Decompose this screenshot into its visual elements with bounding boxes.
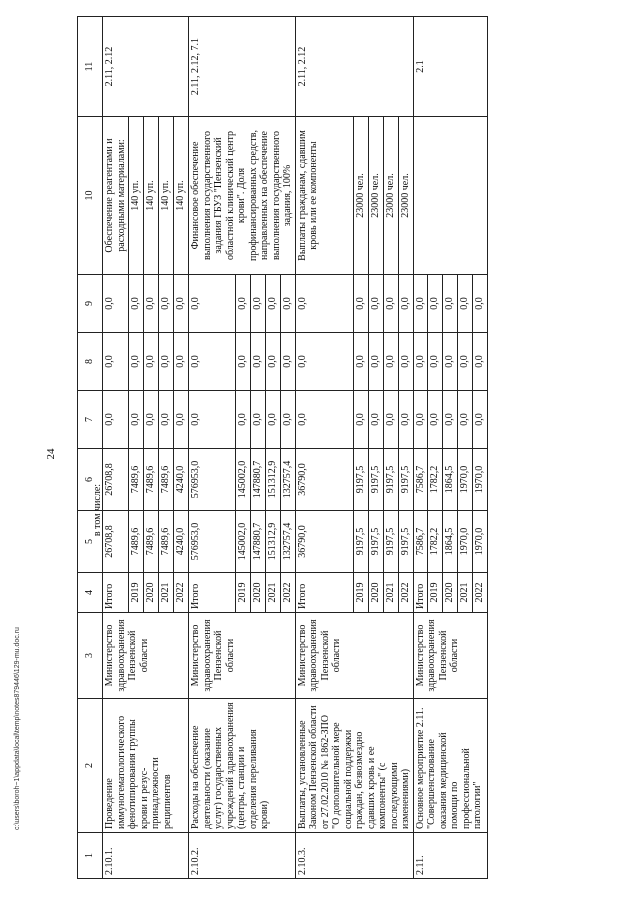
value-cell: 1782,2 [428,511,443,573]
value-cell: 7586,7 [414,527,426,556]
value-cell: 0,0 [458,391,473,449]
value-cell: 0,0 [144,275,159,333]
value-cell: 7586,7 [413,449,428,511]
value-cell: 0,0 [280,333,295,391]
result-text: Обеспечение реагентами и расходными материалами: [103,117,129,275]
value-cell: 1970,0 [473,511,488,573]
value-cell: 0,0 [428,391,443,449]
col-header-2: 2 [78,699,103,833]
value-cell: 576953,0 [189,449,236,511]
value-cell: 0,0 [473,391,488,449]
value-cell: 0,0 [473,333,488,391]
value-cell: 9197,5 [353,449,368,511]
value-cell: 0,0 [129,275,144,333]
value-cell: 0,0 [458,333,473,391]
table-body [92,17,488,879]
value-cell: 4240,0 [174,511,189,573]
total-cell [295,511,353,573]
table-row [413,17,428,879]
value-cell: 9197,5 [353,511,368,573]
year-cell: 2020 [144,573,159,613]
value-cell: 0,0 [235,391,250,449]
value-cell: 0,0 [174,391,189,449]
value-cell: 132757,4 [280,511,295,573]
value-cell: 9197,5 [398,449,413,511]
period-cell: Итого [189,573,236,613]
value-cell: 0,0 [398,275,413,333]
year-cell: 2021 [458,573,473,613]
table-row [103,17,129,879]
value-cell: 7489,6 [144,511,159,573]
value-cell: 0,0 [144,333,159,391]
value-cell: 0,0 [428,333,443,391]
value-cell: 0,0 [353,275,368,333]
value-cell: 145002,0 [235,511,250,573]
year-cell: 2020 [250,573,265,613]
total-cell [189,511,236,573]
executor: Министерство здравоохранения Пензенской области [189,613,296,699]
rotated-page [77,17,518,879]
result-text: 23000 чел. [383,117,398,275]
value-cell: 0,0 [428,275,443,333]
year-cell: 2022 [398,573,413,613]
indicator-ref: 2.1 [413,17,488,117]
measure-name: Основное мероприятие 2.11. "Совершенствование оказания медицинской помощи по профессиональной патологии" [413,699,488,833]
value-cell: 0,0 [189,391,236,449]
value-cell: 0,0 [103,275,129,333]
value-cell: 0,0 [189,275,236,333]
value-cell: 7489,6 [159,511,174,573]
total-cell [413,511,428,573]
value-cell: 9197,5 [383,511,398,573]
table-row [189,17,236,879]
page-number: 24 [45,448,57,460]
year-cell: 2019 [235,573,250,613]
value-cell: 132757,4 [280,449,295,511]
value-cell: 0,0 [295,275,353,333]
value-cell: 0,0 [250,333,265,391]
value-cell: 151312,9 [265,511,280,573]
result-text: 23000 чел. [353,117,368,275]
result-text: Финансовое обеспечение выполнения государственного задания ГБУЗ "Пензенский областной клинический центр крови". Доля профинансированных средств, направленных на обеспечение выполнения государственного задания, 100% [189,117,296,275]
year-cell: 2020 [443,573,458,613]
year-cell: 2022 [174,573,189,613]
value-cell: 0,0 [144,391,159,449]
value-cell: 0,0 [353,333,368,391]
value-cell: 145002,0 [235,449,250,511]
value-cell: 1970,0 [473,449,488,511]
year-cell: 2022 [280,573,295,613]
file-path-footer: c:\users\boroh~1\appdata\local\temp\notes879446\129-mu.doc.ru [14,627,21,830]
value-cell: 0,0 [383,391,398,449]
value-cell: 7489,6 [129,511,144,573]
executor: Министерство здравоохранения Пензенской области [413,613,488,699]
value-cell: 1782,2 [428,449,443,511]
value-cell: 0,0 [103,333,129,391]
result-text: 23000 чел. [368,117,383,275]
col-header-11: 11 [78,17,103,117]
period-cell: Итого [103,573,129,613]
col-header-1: 1 [78,833,103,879]
table-row [295,17,353,879]
value-cell: 0,0 [250,275,265,333]
value-cell: 0,0 [280,275,295,333]
year-cell: 2021 [159,573,174,613]
value-cell: 36790,0 [296,525,308,558]
measure-name: Проведение иммуногематологического фенотипирования группы крови и резус-принадлежности реципиентов [103,699,189,833]
result-text: 23000 чел. [398,117,413,275]
value-cell: 0,0 [473,275,488,333]
value-cell: 0,0 [174,333,189,391]
year-cell: 2019 [353,573,368,613]
result-text: 140 уп. [174,117,189,275]
value-cell: 0,0 [443,275,458,333]
col-header-6: 6 [78,449,103,511]
value-cell: 0,0 [265,333,280,391]
year-cell: 2019 [428,573,443,613]
value-cell: 0,0 [235,333,250,391]
value-cell: 0,0 [159,275,174,333]
value-cell: 0,0 [368,391,383,449]
result-text: Выплаты гражданам, сдавшим кровь или ее компоненты [295,117,353,275]
result-text: 140 уп. [159,117,174,275]
col-header-5: 5 [78,511,103,573]
value-cell: 0,0 [443,391,458,449]
value-cell: 0,0 [398,391,413,449]
year-cell: 2022 [473,573,488,613]
value-cell: 0,0 [413,333,428,391]
value-cell: 0,0 [265,391,280,449]
measure-name: Выплаты, установленные Законом Пензенской области от 27.02.2010 № 1862-ЗПО "О дополнительной мере социальной поддержки граждан, безвозмездно сдавших кровь и ее компоненты" (с последующими изменениями) [295,699,413,833]
measure-name: Расходы на обеспечение деятельности (оказание услуг) государственных учреждений здравоохранения (центры, станции и отделения переливания крови) [189,699,296,833]
value-cell: 147880,7 [250,449,265,511]
program-table [77,16,488,879]
executor: Министерство здравоохранения Пензенской области [295,613,413,699]
in-total-label: в том числе: [92,483,103,537]
total-cell [92,483,129,573]
value-cell: 0,0 [383,333,398,391]
col-header-3: 3 [78,613,103,699]
row-code: 2.11. [413,833,488,879]
value-cell: 9197,5 [398,511,413,573]
value-cell: 26708,8 [103,449,129,511]
value-cell: 0,0 [295,333,353,391]
value-cell: 0,0 [129,391,144,449]
value-cell: 0,0 [398,333,413,391]
value-cell: 36790,0 [295,449,353,511]
col-header-9: 9 [78,275,103,333]
year-cell: 2021 [383,573,398,613]
row-code: 2.10.2. [189,833,296,879]
value-cell: 0,0 [103,391,129,449]
value-cell: 0,0 [383,275,398,333]
indicator-ref: 2.11, 2.12 [103,17,189,117]
value-cell: 147880,7 [250,511,265,573]
value-cell: 0,0 [368,275,383,333]
executor: Министерство здравоохранения Пензенской области [103,613,189,699]
indicator-ref: 2.11, 2.12, 7.1 [189,17,296,117]
value-cell: 9197,5 [368,511,383,573]
year-cell: 2020 [368,573,383,613]
value-cell: 4240,0 [174,449,189,511]
value-cell: 0,0 [174,275,189,333]
col-header-10: 10 [78,117,103,275]
value-cell: 0,0 [353,391,368,449]
value-cell: 151312,9 [265,449,280,511]
col-header-4: 4 [78,573,103,613]
value-cell: 1970,0 [458,511,473,573]
value-cell: 7489,6 [129,449,144,511]
value-cell: 0,0 [280,391,295,449]
value-cell: 0,0 [250,391,265,449]
value-cell: 0,0 [129,333,144,391]
value-cell: 576953,0 [190,522,201,561]
value-cell: 9197,5 [383,449,398,511]
period-cell: Итого [413,573,428,613]
value-cell: 0,0 [413,391,428,449]
row-code: 2.10.3. [295,833,413,879]
result-text [413,117,488,275]
indicator-ref: 2.11, 2.12 [295,17,413,117]
value-cell: 7489,6 [159,449,174,511]
result-text: 140 уп. [129,117,144,275]
year-cell: 2021 [265,573,280,613]
value-cell: 1864,5 [443,511,458,573]
col-header-7: 7 [78,391,103,449]
value-cell: 0,0 [443,333,458,391]
period-cell: Итого [295,573,353,613]
value-cell: 0,0 [159,391,174,449]
col-header-8: 8 [78,333,103,391]
value-cell: 0,0 [265,275,280,333]
year-cell: 2019 [129,573,144,613]
value-cell: 26708,8 [104,525,115,558]
value-cell: 0,0 [295,391,353,449]
value-cell: 1864,5 [443,449,458,511]
value-cell: 0,0 [368,333,383,391]
value-cell: 0,0 [413,275,428,333]
value-cell: 7489,6 [144,449,159,511]
row-code: 2.10.1. [103,833,189,879]
result-text: 140 уп. [144,117,159,275]
value-cell: 1970,0 [458,449,473,511]
value-cell: 0,0 [159,333,174,391]
value-cell: 0,0 [189,333,236,391]
value-cell: 0,0 [235,275,250,333]
value-cell: 0,0 [458,275,473,333]
value-cell: 9197,5 [368,449,383,511]
